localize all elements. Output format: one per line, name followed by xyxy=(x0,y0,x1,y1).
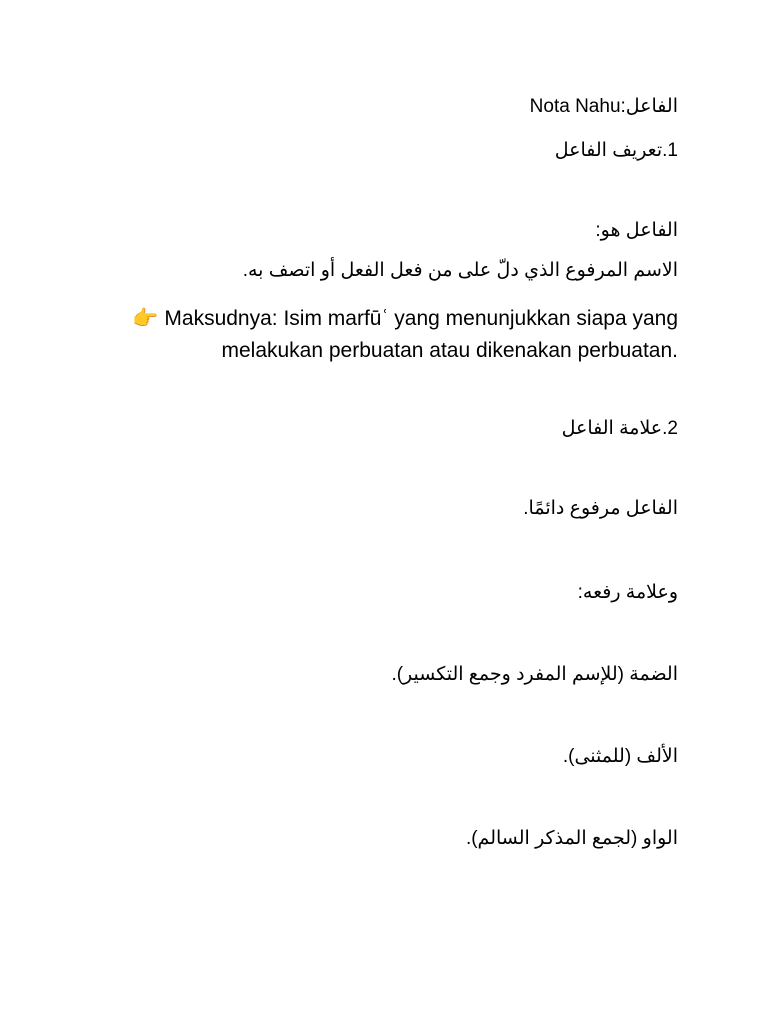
section-1-number: .1 xyxy=(662,140,678,161)
latin-title: Nota Nahu: xyxy=(529,96,626,117)
definition-text: الاسم المرفوع الذي دلّ على من فعل الفعل أو اتصف به. xyxy=(242,260,678,281)
sign-item-waw: الواو (لجمع المذكر السالم). xyxy=(465,828,678,849)
arabic-title: الفاعل xyxy=(625,96,678,117)
sign-item-alif: الألف (للمثنى). xyxy=(562,746,678,767)
explanation-text-1: Maksudnya: Isim marfūʿ yang menunjukkan siapa yang xyxy=(164,307,678,330)
document-title xyxy=(530,94,678,120)
section-1-heading xyxy=(555,138,678,164)
pointing-hand-icon: 👉 xyxy=(132,306,159,330)
section-2-title: علامة الفاعل xyxy=(561,418,663,439)
signs-label: وعلامة رفعه: xyxy=(577,582,678,603)
definition-label: الفاعل هو: xyxy=(595,220,678,241)
explanation-note xyxy=(118,302,678,367)
sign-item-dammah: الضمة (للإسم المفرد وجمع التكسير). xyxy=(391,664,678,685)
section-2-heading xyxy=(562,416,678,442)
section-1-title: تعريف الفاعل xyxy=(554,140,663,161)
explanation-line-1 xyxy=(118,302,678,335)
section-2-number: .2 xyxy=(662,418,678,439)
explanation-line-2: melakukan perbuatan atau dikenakan perbuatan. xyxy=(221,339,678,362)
always-marfu-statement: الفاعل مرفوع دائمًا. xyxy=(523,498,678,519)
